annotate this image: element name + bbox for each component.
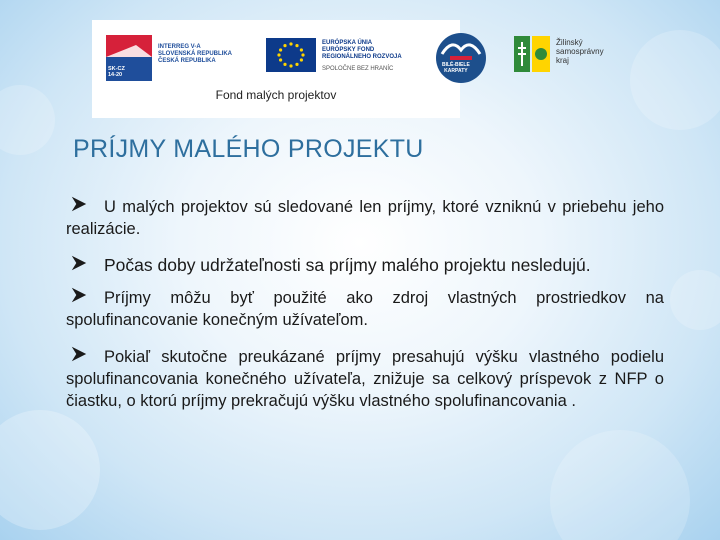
- bullet-text: U malých projektov sú sledované len príjmy, ktoré vzniknú v priebehu jeho realizácie.: [66, 198, 664, 238]
- region-logo: [434, 32, 490, 84]
- arrow-bullet-icon: [66, 286, 92, 304]
- arrow-bullet-icon: [66, 254, 92, 272]
- logo-banner: [92, 20, 470, 118]
- eu-logo: [266, 32, 402, 84]
- bullet-text: Pokiaľ skutočne preukázané príjmy presahujú výšku vlastného podielu spolufinancovania konečného užívateľa, znižuje sa celkový príspevok z NFP o čiastku, o ktorú príjmy prekračujú výšku vlastného spolufinancovania .: [66, 348, 664, 410]
- zilina-logo: [512, 32, 604, 82]
- eu-flag-icon: [266, 38, 316, 72]
- eu-text: EURÓPSKA ÚNIA EURÓPSKY FOND REGIONÁLNEHO ROZVOJA: [322, 40, 402, 60]
- bullet-item: [66, 286, 664, 331]
- bullet-item: [66, 345, 664, 412]
- zilina-coat-of-arms-icon: [512, 34, 552, 74]
- interreg-badge: SK-CZ 14-20: [108, 66, 125, 78]
- interreg-text: INTERREG V-A SLOVENSKÁ REPUBLIKA ČESKÁ REPUBLIKA: [158, 44, 233, 64]
- slide-title: PRÍJMY MALÉHO PROJEKTU: [73, 135, 424, 163]
- bullet-text: Počas doby udržateľnosti sa príjmy malého projektu nesledujú.: [104, 255, 591, 275]
- bullet-item: [66, 254, 664, 276]
- region-emblem-icon: [434, 32, 488, 84]
- arrow-bullet-icon: [66, 345, 92, 363]
- interreg-logo: [106, 32, 246, 84]
- bullet-list: [66, 195, 664, 421]
- arrow-bullet-icon: [66, 195, 92, 213]
- bullet-text: Príjmy môžu byť použité ako zdroj vlastných prostriedkov na spolufinancovanie konečným užívateľom.: [66, 289, 664, 329]
- bullet-item: [66, 195, 664, 240]
- eu-slogan: SPOLOČNE BEZ HRANÍC: [322, 66, 394, 72]
- banner-caption: Fond malých projektov: [215, 88, 337, 102]
- region-text: BILÉ-BIELE KARPATY: [442, 62, 470, 74]
- zilina-text: Žilinský samosprávny kraj: [556, 38, 604, 65]
